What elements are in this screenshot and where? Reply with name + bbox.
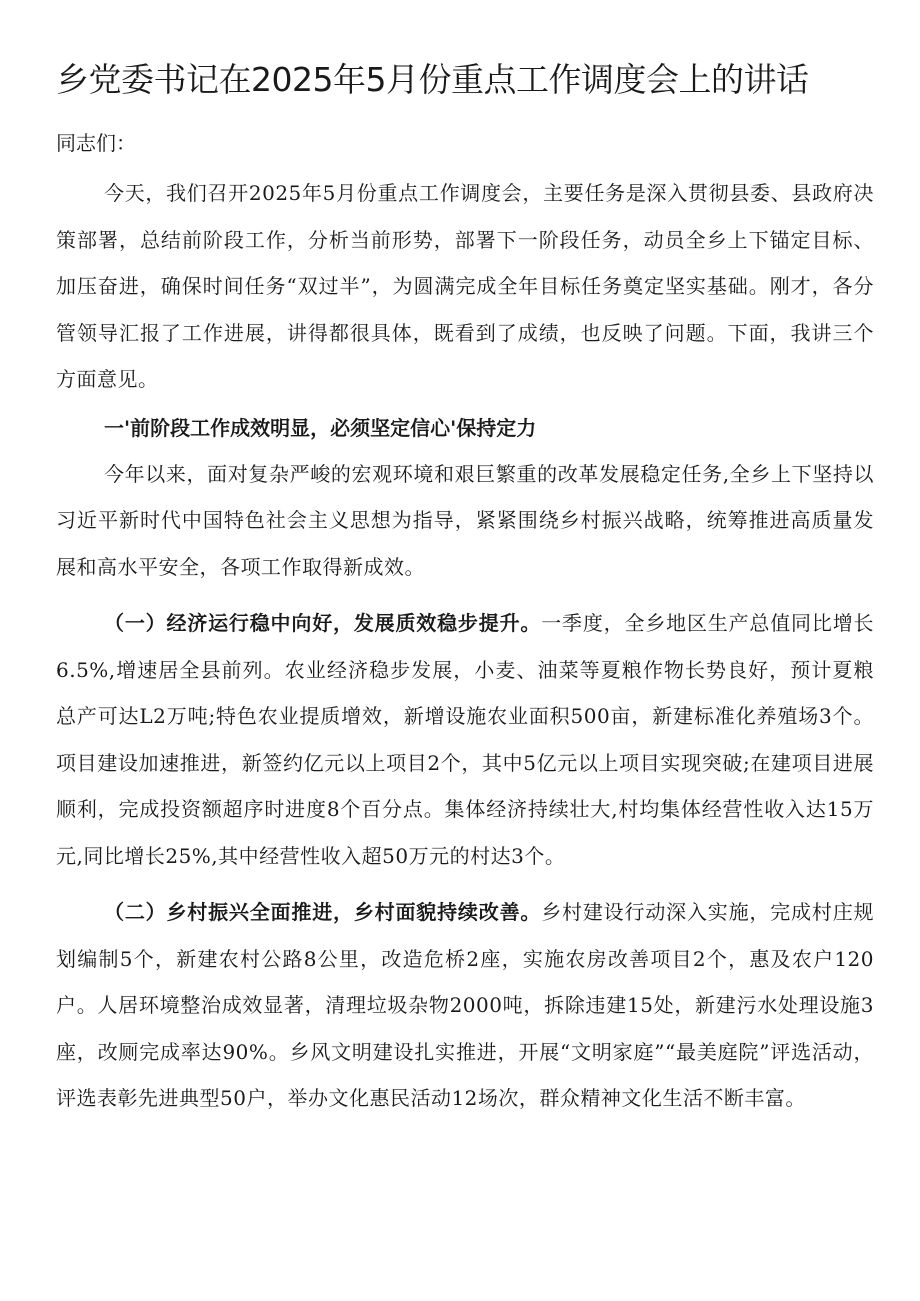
section-1-heading: 一'前阶段工作成效明显，必须坚定信心'保持定力: [104, 415, 537, 440]
salutation: 同志们：: [56, 131, 136, 155]
item-1-body: 一季度，全乡地区生产总值同比增长6.5%,增速居全县前列。农业经济稳步发展，小麦、油菜等夏粮作物长势良好，预计夏粮总产可达L2万吨;特色农业提质增效，新增设施农业面积500亩，新建标准化养殖场3个。项目建设加速推进，新签约亿元以上项目2个，其中5亿元以上项目实现突破;在建项目进展顺利，完成投资额超序时进度8个百分点。集体经济持续壮大,村均集体经营性收入达15万元,同比增长25%,其中经营性收入超50万元的村达3个。: [56, 611, 875, 868]
section-1-paragraph: 今年以来，面对复杂严峻的宏观环境和艰巨繁重的改革发展稳定任务,全乡上下坚持以习近平新时代中国特色社会主义思想为指导，紧紧围绕乡村振兴战略，统筹推进高质量发展和高水平安全，各项工作取得新成效。: [56, 461, 874, 579]
item-1-paragraph: [56, 600, 874, 879]
item-2-lead: （二）乡村振兴全面推进，乡村面貌持续改善。: [104, 900, 542, 924]
intro-paragraph: 今天，我们召开2025年5月份重点工作调度会，主要任务是深入贯彻县委、县政府决策部署，总结前阶段工作，分析当前形势，部署下一阶段任务，动员全乡上下锚定目标、加压奋进，确保时间任务“双过半”，为圆满完成全年目标任务奠定坚实基础。刚才，各分管领导汇报了工作进展，讲得都很具体，既看到了成绩，也反映了问题。下面，我讲三个方面意见。: [56, 181, 874, 391]
document-title: 乡党委书记在2025年5月份重点工作调度会上的讲话: [56, 60, 809, 99]
item-2-paragraph: [56, 889, 874, 1122]
item-1-lead: （一）经济运行稳中向好，发展质效稳步提升。: [104, 611, 542, 635]
item-2-body: 乡村建设行动深入实施，完成村庄规划编制5个，新建农村公路8公里，改造危桥2座，实施农房改善项目2个，惠及农户120户。人居环境整治成效显著，清理垃圾杂物2000吨，拆除违建15处，新建污水处理设施3座，改厕完成率达90%。乡风文明建设扎实推进，开展“文明家庭”“最美庭院”评选活动，评选表彰先进典型50户，举办文化惠民活动12场次，群众精神文化生活不断丰富。: [56, 900, 875, 1110]
